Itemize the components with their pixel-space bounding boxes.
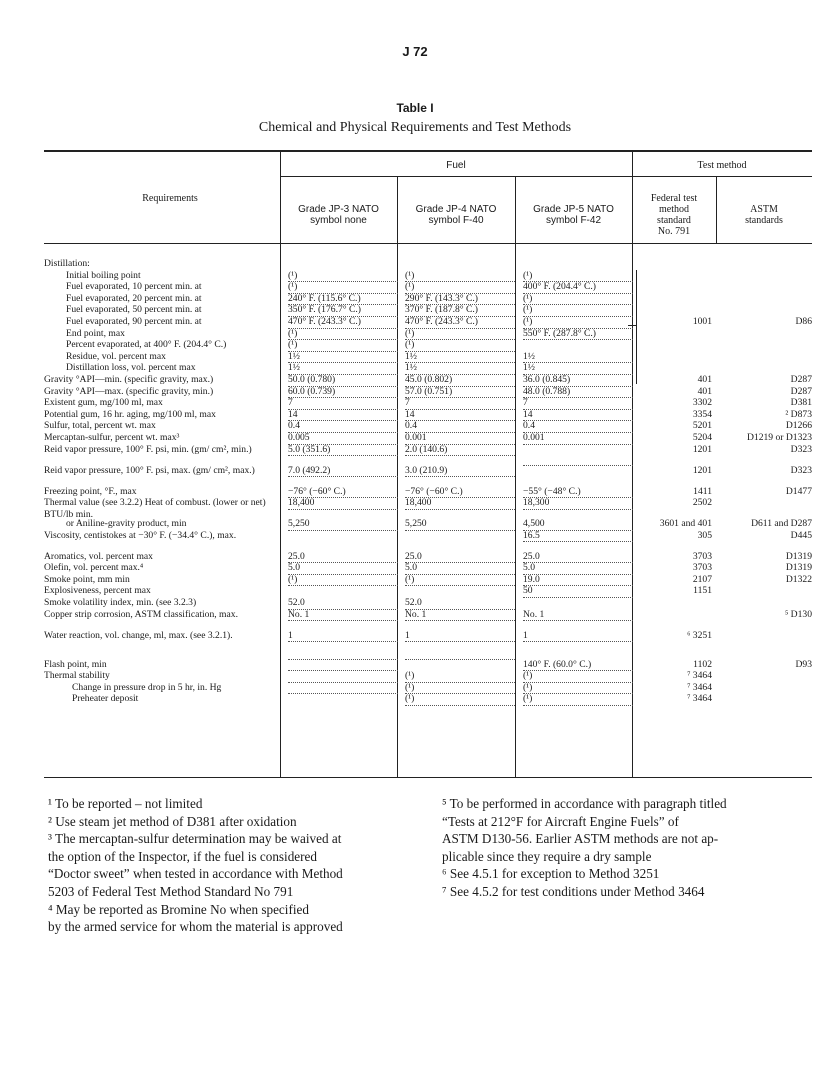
jp3-value-cell bbox=[288, 530, 398, 531]
requirement-cell: Distillation loss, vol. percent max bbox=[66, 362, 196, 374]
jp5-value-cell: No. 1 bbox=[523, 609, 633, 622]
table-subtitle: Chemical and Physical Requirements and Test Methods bbox=[258, 120, 572, 135]
header-jp3 bbox=[280, 204, 397, 226]
jp3-value-cell: 0.005 bbox=[288, 432, 398, 445]
jp5-value-cell: 550° F. (287.8° C.) bbox=[523, 328, 633, 341]
federal-method-cell: 305 bbox=[697, 529, 712, 541]
jp3-value-cell: 25.0 bbox=[288, 551, 398, 564]
jp5-value-cell: 1 bbox=[523, 630, 633, 643]
table-row bbox=[44, 420, 812, 432]
requirement-cell: Existent gum, mg/100 ml, max bbox=[44, 397, 163, 409]
jp3-value-cell: 52.0 bbox=[288, 597, 398, 610]
jp4-value-cell: 0.4 bbox=[405, 420, 515, 433]
requirement-cell: Gravity °API—max. (specific gravity, min.) bbox=[44, 385, 214, 397]
table-row bbox=[44, 258, 812, 270]
jp5-value-cell: 36.0 (0.845) bbox=[523, 374, 633, 387]
jp4-value-cell: 1½ bbox=[405, 362, 515, 375]
astm-standard-cell: D1319 bbox=[785, 550, 812, 562]
astm-standard-cell: D1319 bbox=[785, 562, 812, 574]
jp3-value-cell: 7 bbox=[288, 397, 398, 410]
jp5-value-cell: 50 bbox=[523, 585, 633, 598]
jp4-value-cell: −76° (−60° C.) bbox=[405, 486, 515, 499]
astm-standard-cell: D287 bbox=[790, 373, 812, 385]
jp4-value-cell: 3.0 (210.9) bbox=[405, 465, 515, 478]
federal-method-cell: ⁷ 3464 bbox=[687, 681, 712, 693]
requirement-cell: Percent evaporated, at 400° F. (204.4° C.) bbox=[66, 339, 227, 351]
jp3-value-cell: 5,250 bbox=[288, 518, 398, 531]
table-row bbox=[44, 682, 812, 694]
federal-method-cell: 1201 bbox=[692, 443, 712, 455]
jp4-value-cell: 57.0 (0.751) bbox=[405, 386, 515, 399]
astm-standard-cell: ⁵ D130 bbox=[784, 608, 812, 620]
table-row bbox=[44, 497, 812, 518]
header-jp4-line: symbol F-40 bbox=[428, 215, 484, 226]
astm-standard-cell: D323 bbox=[790, 464, 812, 476]
jp5-value-cell: (¹) bbox=[523, 682, 633, 695]
requirement-cell: Initial boiling point bbox=[66, 269, 141, 281]
astm-standard-cell: D1219 or D1323 bbox=[746, 431, 812, 443]
jp4-value-cell: 7 bbox=[405, 397, 515, 410]
jp4-value-cell: 14 bbox=[405, 409, 515, 422]
requirement-cell: Preheater deposit bbox=[72, 693, 139, 705]
requirement-cell: Smoke volatility index, min. (see 3.2.3) bbox=[44, 597, 197, 609]
table-row bbox=[44, 339, 812, 351]
jp4-value-cell: (¹) bbox=[405, 574, 515, 587]
federal-method-cell: 1001 bbox=[692, 315, 712, 327]
federal-method-cell: 401 bbox=[697, 373, 712, 385]
table-row bbox=[44, 281, 812, 293]
astm-standard-cell: D1477 bbox=[785, 485, 812, 497]
requirement-cell: Explosiveness, percent max bbox=[44, 585, 151, 597]
astm-standard-cell: D381 bbox=[790, 397, 812, 409]
header-jp4-line: Grade JP-4 NATO bbox=[415, 204, 497, 215]
table-row bbox=[44, 630, 812, 651]
federal-method-cell: 3703 bbox=[692, 550, 712, 562]
table-row bbox=[44, 659, 812, 671]
jp4-value-cell: 1 bbox=[405, 630, 515, 643]
requirement-cell: Change in pressure drop in 5 hr, in. Hg bbox=[72, 681, 222, 693]
table-row bbox=[44, 486, 812, 498]
requirement-cell: Aromatics, vol. percent max bbox=[44, 550, 153, 562]
jp3-value-cell: 1½ bbox=[288, 362, 398, 375]
jp4-value-cell bbox=[405, 530, 515, 531]
jp4-value-cell: No. 1 bbox=[405, 609, 515, 622]
astm-standard-cell: D1266 bbox=[785, 420, 812, 432]
footnote-line: ⁵ To be performed in accordance with paragraph titled bbox=[442, 796, 727, 811]
table-row bbox=[44, 465, 812, 486]
header-fuel: Fuel bbox=[446, 160, 466, 171]
header-jp5 bbox=[515, 204, 632, 226]
footnote-line: ² Use steam jet method of D381 after oxidation bbox=[48, 813, 297, 829]
header-federal-line: method bbox=[659, 204, 689, 215]
jp3-value-cell bbox=[288, 585, 398, 586]
jp4-value-cell: 52.0 bbox=[405, 597, 515, 610]
astm-standard-cell: D323 bbox=[790, 443, 812, 455]
jp3-value-cell bbox=[288, 670, 398, 671]
requirement-cell: Distillation: bbox=[44, 258, 90, 269]
jp3-value-cell: 240° F. (115.6° C.) bbox=[288, 293, 398, 306]
footnote-line: ¹ To be reported – not limited bbox=[48, 796, 203, 811]
footnote-line: the option of the Inspector, if the fuel is considered bbox=[48, 848, 318, 864]
jp3-value-cell: No. 1 bbox=[288, 609, 398, 622]
header-jp4 bbox=[397, 204, 515, 226]
jp4-value-cell: (¹) bbox=[405, 339, 515, 352]
requirement-cell: Fuel evaporated, 90 percent min. at bbox=[66, 315, 202, 327]
table-row bbox=[44, 597, 812, 609]
jp3-value-cell: 5.0 bbox=[288, 562, 398, 575]
jp5-value-cell: 140° F. (60.0° C.) bbox=[523, 659, 633, 672]
jp4-value-cell: (¹) bbox=[405, 682, 515, 695]
jp5-value-cell: 0.001 bbox=[523, 432, 633, 445]
jp4-value-cell: (¹) bbox=[405, 328, 515, 341]
federal-method-cell: 3354 bbox=[692, 408, 712, 420]
requirement-cell: Thermal stability bbox=[44, 670, 110, 682]
jp3-value-cell: 1 bbox=[288, 630, 398, 643]
header-federal-method bbox=[632, 193, 716, 237]
astm-standard-cell: D86 bbox=[795, 315, 812, 327]
federal-method-cell: 1102 bbox=[693, 658, 712, 670]
federal-method-cell: 401 bbox=[697, 385, 712, 397]
jp5-value-cell: 16.5 bbox=[523, 530, 633, 543]
astm-standard-cell: D1322 bbox=[785, 573, 812, 585]
requirement-cell: Copper strip corrosion, ASTM classification, max. bbox=[44, 608, 238, 620]
header-requirements: Requirements bbox=[142, 193, 198, 204]
requirement-cell: End point, max bbox=[66, 327, 125, 339]
jp3-value-cell: 1½ bbox=[288, 351, 398, 364]
jp3-value-cell: 470° F. (243.3° C.) bbox=[288, 316, 398, 329]
jp5-value-cell: 5.0 bbox=[523, 562, 633, 575]
requirement-cell: Residue, vol. percent max bbox=[66, 350, 166, 362]
jp5-value-cell: (¹) bbox=[523, 316, 633, 329]
table-bottom-rule bbox=[44, 777, 812, 778]
jp4-value-cell: (¹) bbox=[405, 281, 515, 294]
header-astm-line: ASTM bbox=[750, 204, 778, 215]
jp5-value-cell: 1½ bbox=[523, 351, 633, 364]
footnotes-right bbox=[442, 795, 812, 901]
requirement-cell: Mercaptan-sulfur, percent wt. max³ bbox=[44, 431, 180, 443]
jp5-value-cell: 18,300 bbox=[523, 497, 633, 510]
jp5-value-cell: (¹) bbox=[523, 293, 633, 306]
requirement-cell: Viscosity, centistokes at −30° F. (−34.4° C.), max. bbox=[44, 529, 237, 541]
requirement-cell: Fuel evaporated, 50 percent min. at bbox=[66, 304, 202, 316]
jp5-value-cell: 400° F. (204.4° C.) bbox=[523, 281, 633, 294]
table-row bbox=[44, 609, 812, 630]
footnote-line: ⁴ May be reported as Bromine No when specified bbox=[48, 901, 309, 917]
jp5-value-cell: (¹) bbox=[523, 304, 633, 317]
requirement-cell: Gravity °API—min. (specific gravity, max.) bbox=[44, 373, 214, 385]
jp4-value-cell: (¹) bbox=[405, 270, 515, 283]
jp3-value-cell: (¹) bbox=[288, 339, 398, 352]
table-header-rule bbox=[44, 243, 812, 244]
jp4-value-cell bbox=[405, 585, 515, 586]
federal-method-cell: 3601 and 401 bbox=[659, 518, 712, 530]
jp3-value-cell: 7.0 (492.2) bbox=[288, 465, 398, 478]
table-row bbox=[44, 562, 812, 574]
jp5-value-cell: (¹) bbox=[523, 670, 633, 683]
header-jp5-line: Grade JP-5 NATO bbox=[533, 204, 614, 215]
federal-method-cell: 1201 bbox=[692, 464, 712, 476]
table-row bbox=[44, 518, 812, 530]
astm-standard-cell: ² D873 bbox=[785, 408, 812, 420]
jp4-value-cell bbox=[405, 659, 515, 660]
table-row bbox=[44, 293, 812, 305]
header-astm bbox=[716, 204, 812, 226]
table-row bbox=[44, 328, 812, 340]
jp3-value-cell: −76° (−60° C.) bbox=[288, 486, 398, 499]
table-row bbox=[44, 374, 812, 386]
requirement-cell: Fuel evaporated, 20 percent min. at bbox=[66, 292, 202, 304]
jp5-value-cell: 48.0 (0.788) bbox=[523, 386, 633, 399]
table-top-rule bbox=[44, 150, 812, 152]
table-title: Table I bbox=[396, 101, 434, 115]
jp5-value-cell: (¹) bbox=[523, 270, 633, 283]
jp3-value-cell bbox=[288, 682, 398, 683]
jp5-value-cell: 7 bbox=[523, 397, 633, 410]
jp4-value-cell: 5.0 bbox=[405, 562, 515, 575]
astm-standard-cell: D287 bbox=[790, 385, 812, 397]
jp4-value-cell: 370° F. (187.8° C.) bbox=[405, 304, 515, 317]
jp4-value-cell: (¹) bbox=[405, 670, 515, 683]
federal-method-cell: ⁷ 3464 bbox=[687, 670, 712, 682]
federal-method-cell: 5204 bbox=[692, 431, 712, 443]
table-row bbox=[44, 693, 812, 705]
footnote-line: by the armed service for whom the material is approved bbox=[48, 919, 343, 935]
jp5-value-cell: 25.0 bbox=[523, 551, 633, 564]
jp5-value-cell: −55° (−48° C.) bbox=[523, 486, 633, 499]
requirement-cell: Fuel evaporated, 10 percent min. at bbox=[66, 281, 202, 293]
requirement-cell: Freezing point, °F., max bbox=[44, 485, 137, 497]
jp4-value-cell: 25.0 bbox=[405, 551, 515, 564]
federal-method-cell: 2107 bbox=[692, 573, 712, 585]
table-row bbox=[44, 304, 812, 316]
federal-method-cell: 5201 bbox=[692, 420, 712, 432]
federal-method-cell: ⁷ 3464 bbox=[687, 693, 712, 705]
table-row bbox=[44, 316, 812, 328]
table-row bbox=[44, 574, 812, 586]
requirement-cell: Thermal value (see 3.2.2) Heat of combust. (lower or net) BTU/lb min. bbox=[44, 497, 266, 520]
jp5-value-cell bbox=[523, 597, 633, 598]
requirement-cell: Flash point, min bbox=[44, 658, 107, 670]
astm-standard-cell: D93 bbox=[795, 658, 812, 670]
jp5-value-cell bbox=[523, 465, 633, 466]
jp3-value-cell: 60.0 (0.739) bbox=[288, 386, 398, 399]
requirement-cell: Reid vapor pressure, 100° F. psi, min. (gm/ cm², min.) bbox=[44, 443, 252, 455]
federal-method-cell: 2502 bbox=[692, 497, 712, 509]
federal-method-cell: 1151 bbox=[693, 585, 712, 597]
jp3-value-cell: 14 bbox=[288, 409, 398, 422]
table-row bbox=[44, 386, 812, 398]
header-jp3-line: Grade JP-3 NATO bbox=[298, 204, 379, 215]
table-row bbox=[44, 362, 812, 374]
jp4-value-cell: 45.0 (0.802) bbox=[405, 374, 515, 387]
jp4-value-cell: (¹) bbox=[405, 693, 515, 706]
table-row bbox=[44, 670, 812, 682]
jp3-value-cell bbox=[288, 659, 398, 660]
footnote-line: ⁶ See 4.5.1 for exception to Method 3251 bbox=[442, 866, 660, 882]
table-row bbox=[44, 585, 812, 597]
requirement-cell: Reid vapor pressure, 100° F. psi, max. (gm/ cm², max.) bbox=[44, 464, 255, 476]
requirement-cell: Smoke point, mm min bbox=[44, 573, 130, 585]
page-number: J 72 bbox=[402, 44, 428, 59]
header-jp5-line: symbol F-42 bbox=[545, 215, 601, 226]
table-row bbox=[44, 270, 812, 282]
footnote-line: ⁷ See 4.5.2 for test conditions under Method 3464 bbox=[442, 883, 705, 899]
jp5-value-cell: (¹) bbox=[523, 693, 633, 706]
jp5-value-cell bbox=[523, 444, 633, 445]
header-federal-line: standard bbox=[657, 215, 691, 226]
jp3-value-cell: 5.0 (351.6) bbox=[288, 444, 398, 457]
jp4-value-cell: 1½ bbox=[405, 351, 515, 364]
jp3-value-cell bbox=[288, 693, 398, 694]
header-federal-line: No. 791 bbox=[657, 226, 691, 237]
table-row bbox=[44, 444, 812, 465]
jp4-value-cell: 2.0 (140.6) bbox=[405, 444, 515, 457]
footnote-line: ASTM D130-56. Earlier ASTM methods are not ap- bbox=[442, 831, 719, 847]
requirement-cell: Water reaction, vol. change, ml, max. (see 3.2.1). bbox=[44, 629, 233, 641]
requirement-cell: Potential gum, 16 hr. aging, mg/100 ml, max bbox=[44, 408, 216, 420]
header-astm-line: standards bbox=[745, 215, 783, 226]
jp5-value-cell: 19.0 bbox=[523, 574, 633, 587]
federal-method-cell: 3703 bbox=[692, 562, 712, 574]
federal-method-cell: ⁶ 3251 bbox=[687, 629, 712, 641]
jp4-value-cell: 18,400 bbox=[405, 497, 515, 510]
table-row bbox=[44, 551, 812, 563]
jp4-value-cell: 470° F. (243.3° C.) bbox=[405, 316, 515, 329]
header-federal-line: Federal test bbox=[650, 193, 698, 204]
footnote-line: 5203 of Federal Test Method Standard No 791 bbox=[48, 883, 294, 899]
jp3-value-cell: 18,400 bbox=[288, 497, 398, 510]
jp5-value-cell: 14 bbox=[523, 409, 633, 422]
footnotes-left bbox=[48, 795, 408, 936]
header-test-method: Test method bbox=[697, 160, 747, 171]
jp3-value-cell: (¹) bbox=[288, 574, 398, 587]
requirement-cell: or Aniline-gravity product, min bbox=[66, 518, 187, 530]
jp3-value-cell: 50.0 (0.780) bbox=[288, 374, 398, 387]
table-row bbox=[44, 397, 812, 409]
footnote-line: “Doctor sweet” when tested in accordance with Method bbox=[48, 866, 343, 882]
table-body bbox=[44, 258, 812, 705]
header-jp3-line: symbol none bbox=[310, 215, 367, 226]
federal-method-cell: 3302 bbox=[692, 397, 712, 409]
footnote-line: “Tests at 212°F for Aircraft Engine Fuels” of bbox=[442, 813, 679, 829]
jp4-value-cell: 5,250 bbox=[405, 518, 515, 531]
jp3-value-cell: 0.4 bbox=[288, 420, 398, 433]
jp3-value-cell: (¹) bbox=[288, 281, 398, 294]
table-row bbox=[44, 530, 812, 551]
jp5-value-cell: 4,500 bbox=[523, 518, 633, 531]
footnote-line: ³ The mercaptan-sulfur determination may be waived at bbox=[48, 831, 342, 847]
requirement-cell: Sulfur, total, percent wt. max bbox=[44, 420, 156, 432]
astm-standard-cell: D445 bbox=[790, 529, 812, 541]
table-row bbox=[44, 409, 812, 421]
astm-standard-cell: D611 and D287 bbox=[751, 518, 812, 530]
jp5-value-cell bbox=[523, 339, 633, 340]
footnote-line: plicable since they require a dry sample bbox=[442, 848, 652, 864]
jp3-value-cell: (¹) bbox=[288, 328, 398, 341]
table-row bbox=[44, 351, 812, 363]
jp3-value-cell: (¹) bbox=[288, 270, 398, 283]
jp3-value-cell: 350° F. (176.7° C.) bbox=[288, 304, 398, 317]
jp5-value-cell: 0.4 bbox=[523, 420, 633, 433]
requirement-cell: Olefin, vol. percent max.⁴ bbox=[44, 562, 144, 574]
table-header-mid-rule bbox=[280, 176, 812, 177]
federal-method-cell: 1411 bbox=[693, 485, 712, 497]
jp5-value-cell: 1½ bbox=[523, 362, 633, 375]
table-row bbox=[44, 432, 812, 444]
jp4-value-cell: 0.001 bbox=[405, 432, 515, 445]
jp4-value-cell: 290° F. (143.3° C.) bbox=[405, 293, 515, 306]
